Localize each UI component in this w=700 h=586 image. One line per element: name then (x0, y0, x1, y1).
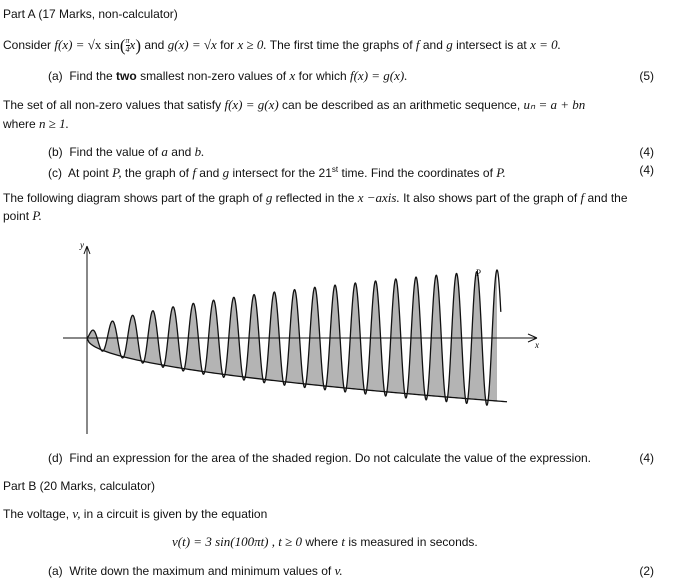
y-axis-label: y (80, 240, 84, 250)
set-eq: f(x) = g(x) (224, 97, 279, 112)
part-a-heading: Part A (17 Marks, non-calculator) (3, 7, 178, 21)
graph-diagram (55, 236, 555, 436)
intro-and: and (144, 38, 165, 52)
diagram-text-line2 (3, 208, 42, 224)
voltage-equation: v(t) = 3 sin(100πt) , t ≥ 0 (172, 534, 303, 549)
qa-eq: f(x) = g(x). (349, 68, 408, 83)
pb-where: where (305, 535, 339, 549)
x-axis-label: x (535, 340, 539, 350)
qa-for-which: for which (298, 69, 347, 83)
set-cond: n ≥ 1. (39, 116, 69, 131)
dt-post: It also shows part of the graph of (403, 191, 578, 205)
g-definition: g(x) = √x (167, 37, 217, 52)
frac-numerator: π (125, 36, 130, 46)
pb-v: v, (72, 506, 81, 521)
pb-t: t (341, 534, 346, 549)
qa-text-pre: Find the (69, 69, 113, 83)
qb-b: b. (194, 144, 205, 159)
qc-marks: (4) (639, 163, 654, 177)
dt-g: g (265, 190, 273, 205)
dt-point: point (3, 209, 30, 223)
f-definition: f(x) = (54, 37, 88, 52)
set-pre: The set of all non-zero values that satisfy (3, 98, 222, 112)
intro-intersect: intersect is at (456, 38, 527, 52)
qc-pre: At point (68, 166, 109, 180)
qc-post1: intersect for the 21 (232, 166, 332, 180)
intro-for: for (220, 38, 235, 52)
qc-and: and (199, 166, 220, 180)
f-symbol: f (415, 37, 420, 52)
intro-tail: The first time the graphs of (269, 38, 413, 52)
dt-pre: The following diagram shows part of the graph of (3, 191, 263, 205)
domain: x ≥ 0. (237, 37, 267, 52)
qa-label: (a) (48, 69, 63, 83)
point-p-label: P (476, 268, 482, 278)
set-mid: can be described as an arithmetic sequence, (282, 98, 521, 112)
question-c (48, 162, 506, 181)
qa-bold: two (116, 69, 137, 83)
qc-mid: the graph of (124, 166, 189, 180)
sequence: uₙ = a + bn (523, 97, 586, 112)
set-text-line2 (3, 116, 69, 132)
dt-f: f (580, 190, 585, 205)
x-zero: x = 0. (530, 37, 561, 52)
qd-marks: (4) (639, 451, 654, 465)
part-b-intro (3, 506, 267, 522)
sin-label: sin (104, 37, 120, 52)
open-paren: ( (119, 35, 126, 55)
part-b-question-a (48, 563, 343, 579)
qc-p2: P. (496, 165, 506, 180)
qd-text: Find an expression for the area of the shaded region. Do not calculate the value of the expression. (69, 451, 592, 465)
g-symbol: g (446, 37, 453, 52)
qc-post2: time. Find the coordinates of (341, 166, 493, 180)
x-var: x (129, 37, 136, 52)
pb-qa-label: (a) (48, 564, 63, 578)
qa-marks: (5) (639, 69, 654, 83)
dt-mid: reflected in the (275, 191, 355, 205)
intro-line (3, 37, 561, 54)
qc-g: g (222, 165, 230, 180)
pb-qa-marks: (2) (639, 564, 654, 578)
qc-f: f (192, 165, 196, 180)
qa-text-post: smallest non-zero values of (140, 69, 287, 83)
qb-marks: (4) (639, 145, 654, 159)
qd-label: (d) (48, 451, 63, 465)
dt-and-the: and the (587, 191, 628, 205)
sqrt-x: √x (87, 37, 102, 52)
set-text-line1 (3, 97, 585, 113)
pb-intro-pre: The voltage, (3, 507, 70, 521)
qc-p: P, (112, 165, 122, 180)
qc-sup: st (331, 165, 339, 174)
qb-and: and (171, 145, 192, 159)
dt-p: P. (32, 208, 42, 223)
qb-label: (b) (48, 145, 63, 159)
voltage-equation-line (172, 534, 478, 550)
diagram-text-line1 (3, 190, 628, 206)
qb-a: a (161, 144, 168, 159)
question-d (48, 450, 591, 466)
intro-consider: Consider (3, 38, 52, 52)
qb-text: Find the value of (69, 145, 159, 159)
frac-denominator: 4 (125, 45, 130, 55)
pb-is-measured: is measured in seconds. (348, 535, 478, 549)
qa-x: x (289, 68, 296, 83)
pb-intro-post: in a circuit is given by the equation (83, 507, 268, 521)
intro-and2: and (422, 38, 443, 52)
part-b-heading: Part B (20 Marks, calculator) (3, 479, 156, 493)
dt-axis: x −axis. (357, 190, 400, 205)
close-paren: ) (135, 35, 141, 55)
question-a (48, 68, 407, 84)
question-b (48, 144, 204, 160)
pb-qa-v: v. (334, 563, 343, 578)
pb-qa-text: Write down the maximum and minimum values of (69, 564, 332, 578)
qc-label: (c) (48, 166, 62, 180)
set-where: where (3, 117, 36, 131)
